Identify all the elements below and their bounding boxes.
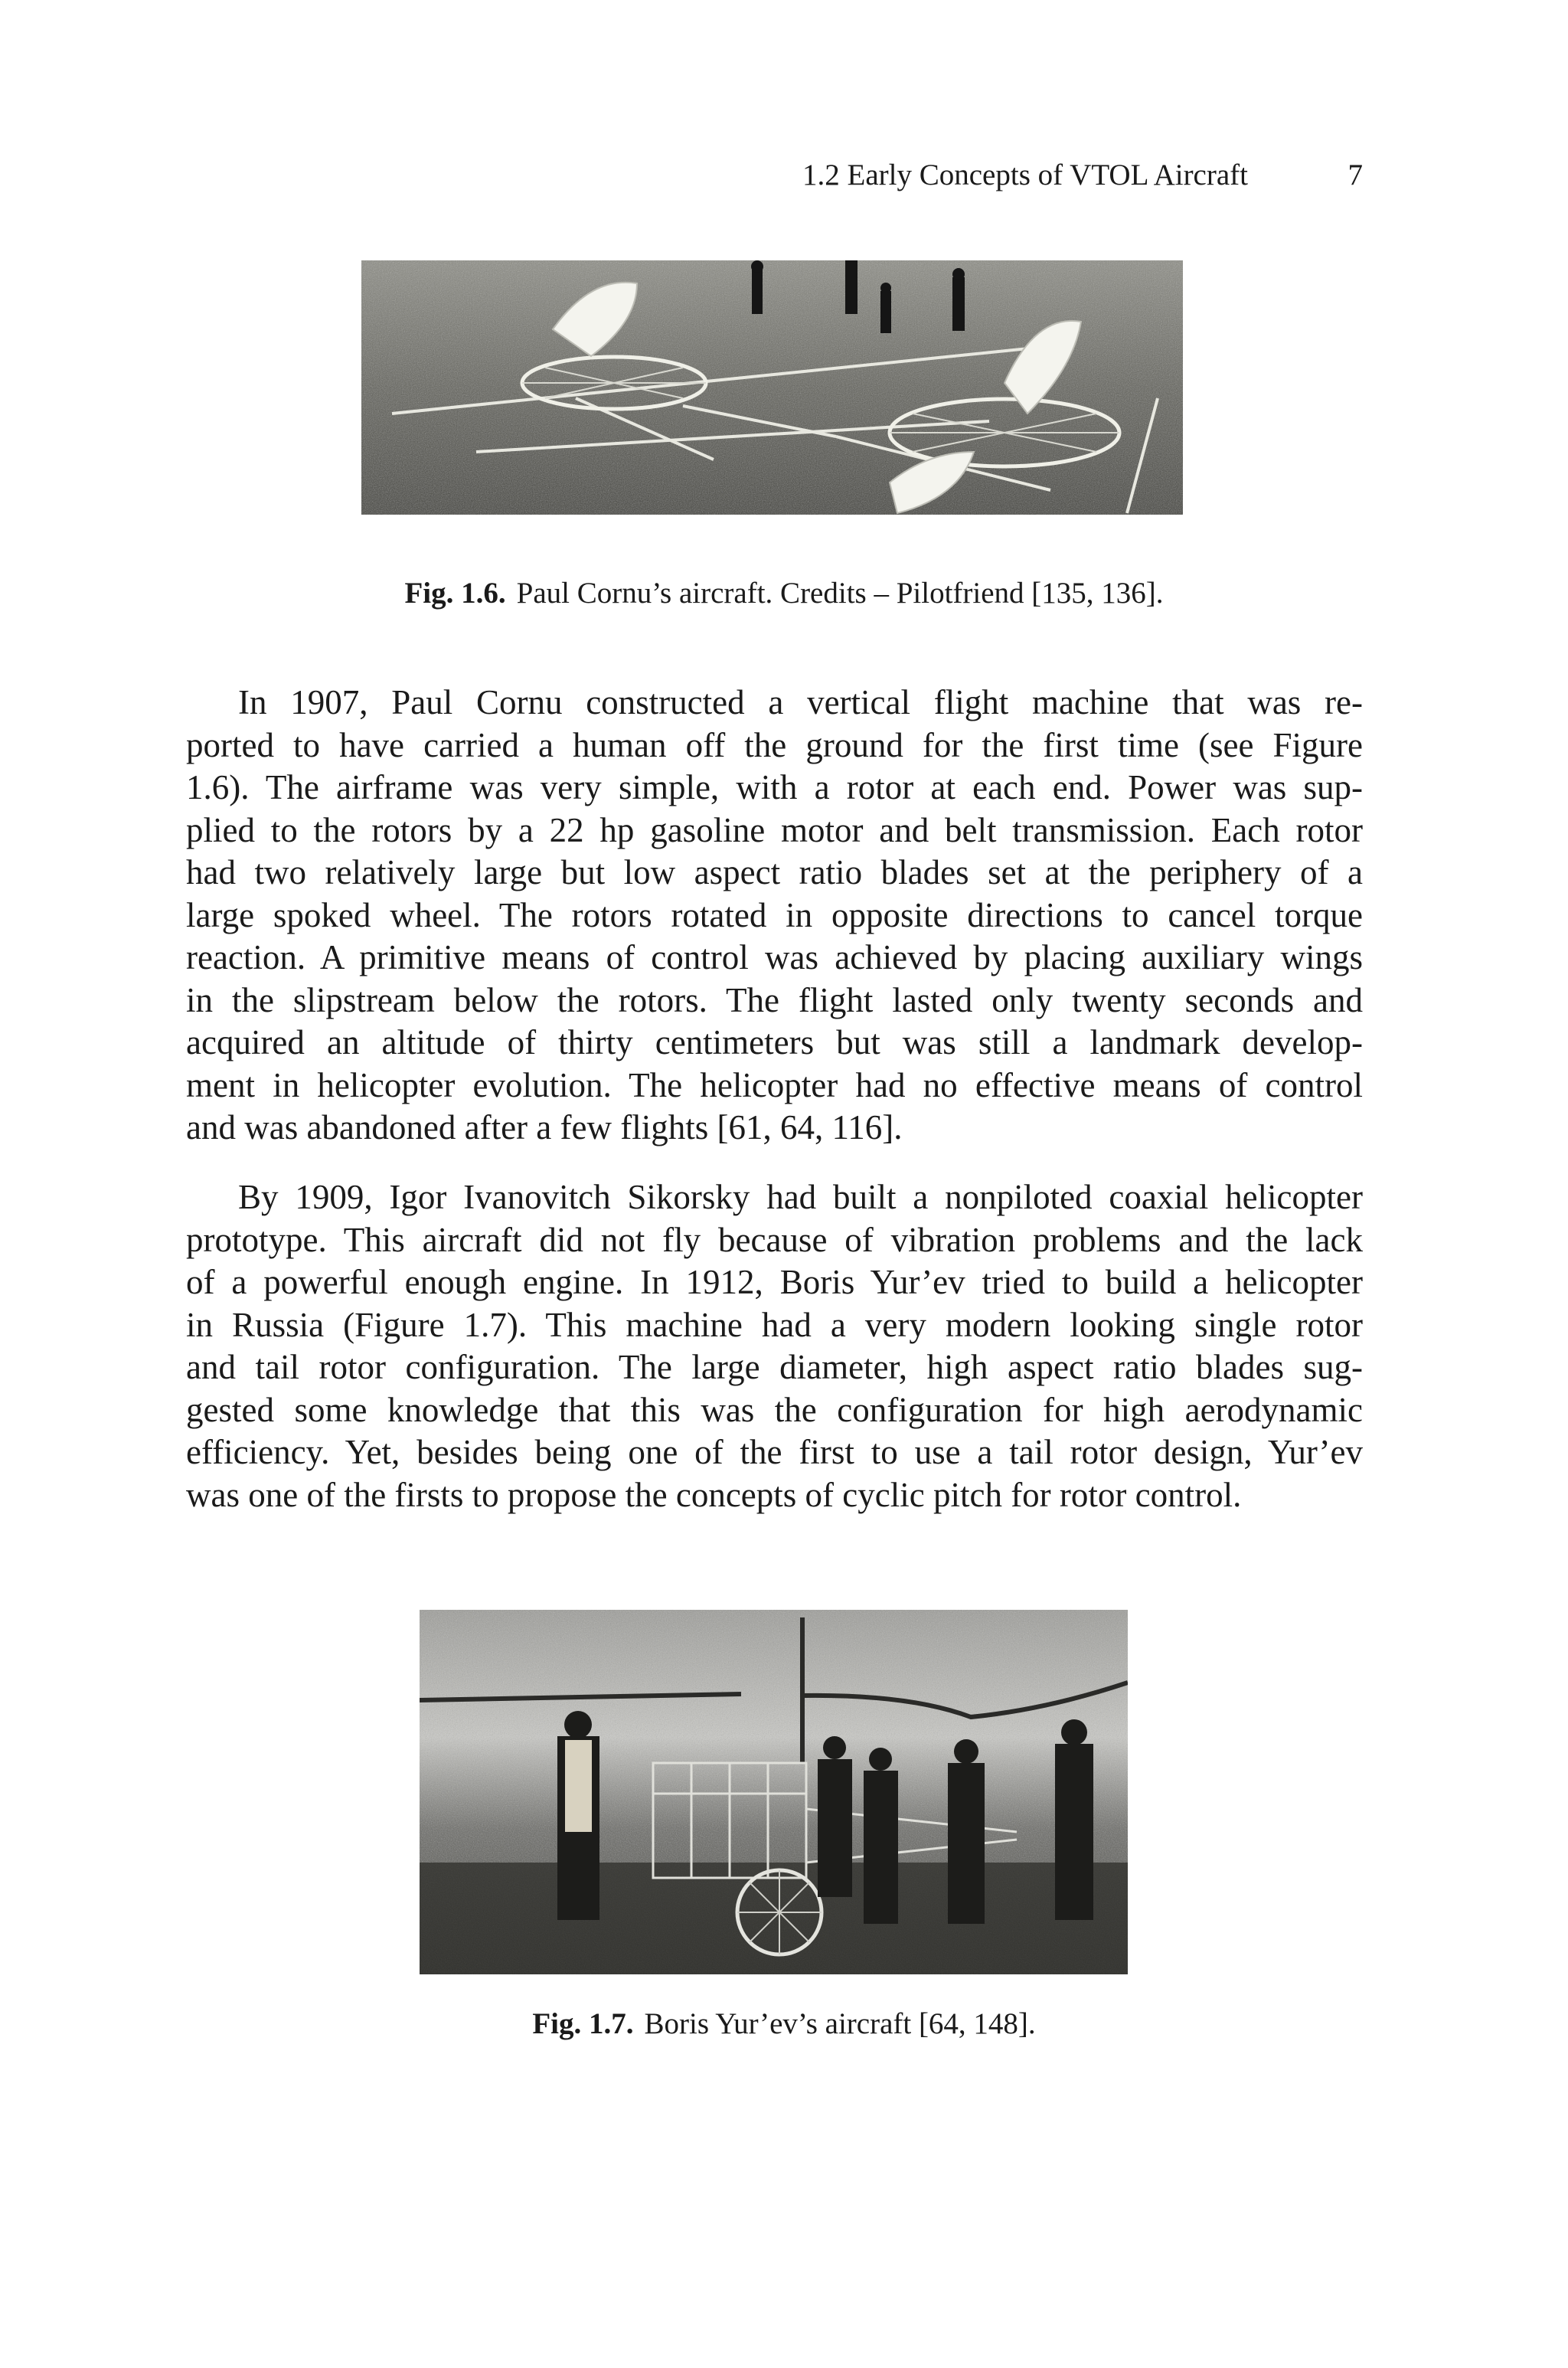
paragraph-line: reaction. A primitive means of control was achieved by placing auxiliary wings bbox=[186, 938, 1363, 976]
paragraph-line: in Russia (Figure 1.7). This machine had a very modern looking single rotor bbox=[186, 1305, 1363, 1344]
paragraph-line: prototype. This aircraft did not fly because of vibration problems and the lack bbox=[186, 1220, 1363, 1259]
body-paragraph-2 bbox=[186, 1176, 1363, 1516]
running-head bbox=[188, 158, 1363, 196]
paragraph-line: ported to have carried a human off the ground for the first time (see Figure bbox=[186, 725, 1363, 764]
paragraph-line: gested some knowledge that this was the configuration for high aerodynamic bbox=[186, 1390, 1363, 1429]
body-paragraph-1 bbox=[186, 682, 1363, 1150]
figure-1-7-label: Fig. 1.7. bbox=[532, 2007, 634, 2040]
figure-1-7-caption bbox=[0, 2007, 1568, 2041]
paragraph-line: was one of the firsts to propose the concepts of cyclic pitch for rotor control. bbox=[186, 1475, 1242, 1514]
figure-1-6-photo bbox=[361, 260, 1183, 515]
section-title: 1.2 Early Concepts of VTOL Aircraft bbox=[802, 159, 1248, 191]
cornu-aircraft-photo bbox=[361, 260, 1183, 515]
figure-1-7-photo bbox=[420, 1610, 1128, 1974]
figure-1-7-caption-text: Boris Yur’ev’s aircraft [64, 148]. bbox=[644, 2007, 1036, 2040]
figure-1-6-caption bbox=[0, 576, 1568, 610]
paragraph-line: acquired an altitude of thirty centimeters but was still a landmark develop- bbox=[186, 1023, 1363, 1061]
paragraph-line: of a powerful enough engine. In 1912, Boris Yur’ev tried to build a helicopter bbox=[186, 1263, 1363, 1301]
paragraph-line: In 1907, Paul Cornu constructed a vertical flight machine that was re- bbox=[238, 683, 1363, 721]
yurev-aircraft-photo bbox=[420, 1610, 1128, 1974]
paragraph-line: By 1909, Igor Ivanovitch Sikorsky had built a nonpiloted coaxial helicopter bbox=[238, 1178, 1363, 1216]
paragraph-line: plied to the rotors by a 22 hp gasoline motor and belt transmission. Each rotor bbox=[186, 810, 1363, 849]
figure-1-6-label: Fig. 1.6. bbox=[404, 577, 506, 610]
paragraph-line: had two relatively large but low aspect ratio blades set at the periphery of a bbox=[186, 853, 1363, 891]
paragraph-line: large spoked wheel. The rotors rotated in opposite directions to cancel torque bbox=[186, 895, 1363, 934]
paragraph-line: and tail rotor configuration. The large diameter, high aspect ratio blades sug- bbox=[186, 1348, 1363, 1386]
figure-1-6-caption-text: Paul Cornu’s aircraft. Credits – Pilotfriend [135, 136]. bbox=[516, 577, 1164, 610]
paragraph-line: in the slipstream below the rotors. The flight lasted only twenty seconds and bbox=[186, 980, 1363, 1019]
paragraph-line: efficiency. Yet, besides being one of the first to use a tail rotor design, Yur’ev bbox=[186, 1433, 1363, 1471]
paragraph-line: 1.6). The airframe was very simple, with a rotor at each end. Power was sup- bbox=[186, 768, 1363, 806]
page-number: 7 bbox=[1348, 159, 1363, 191]
paragraph-line: ment in helicopter evolution. The helicopter had no effective means of control bbox=[186, 1065, 1363, 1104]
paragraph-line: and was abandoned after a few flights [61, 64, 116]. bbox=[186, 1108, 903, 1146]
